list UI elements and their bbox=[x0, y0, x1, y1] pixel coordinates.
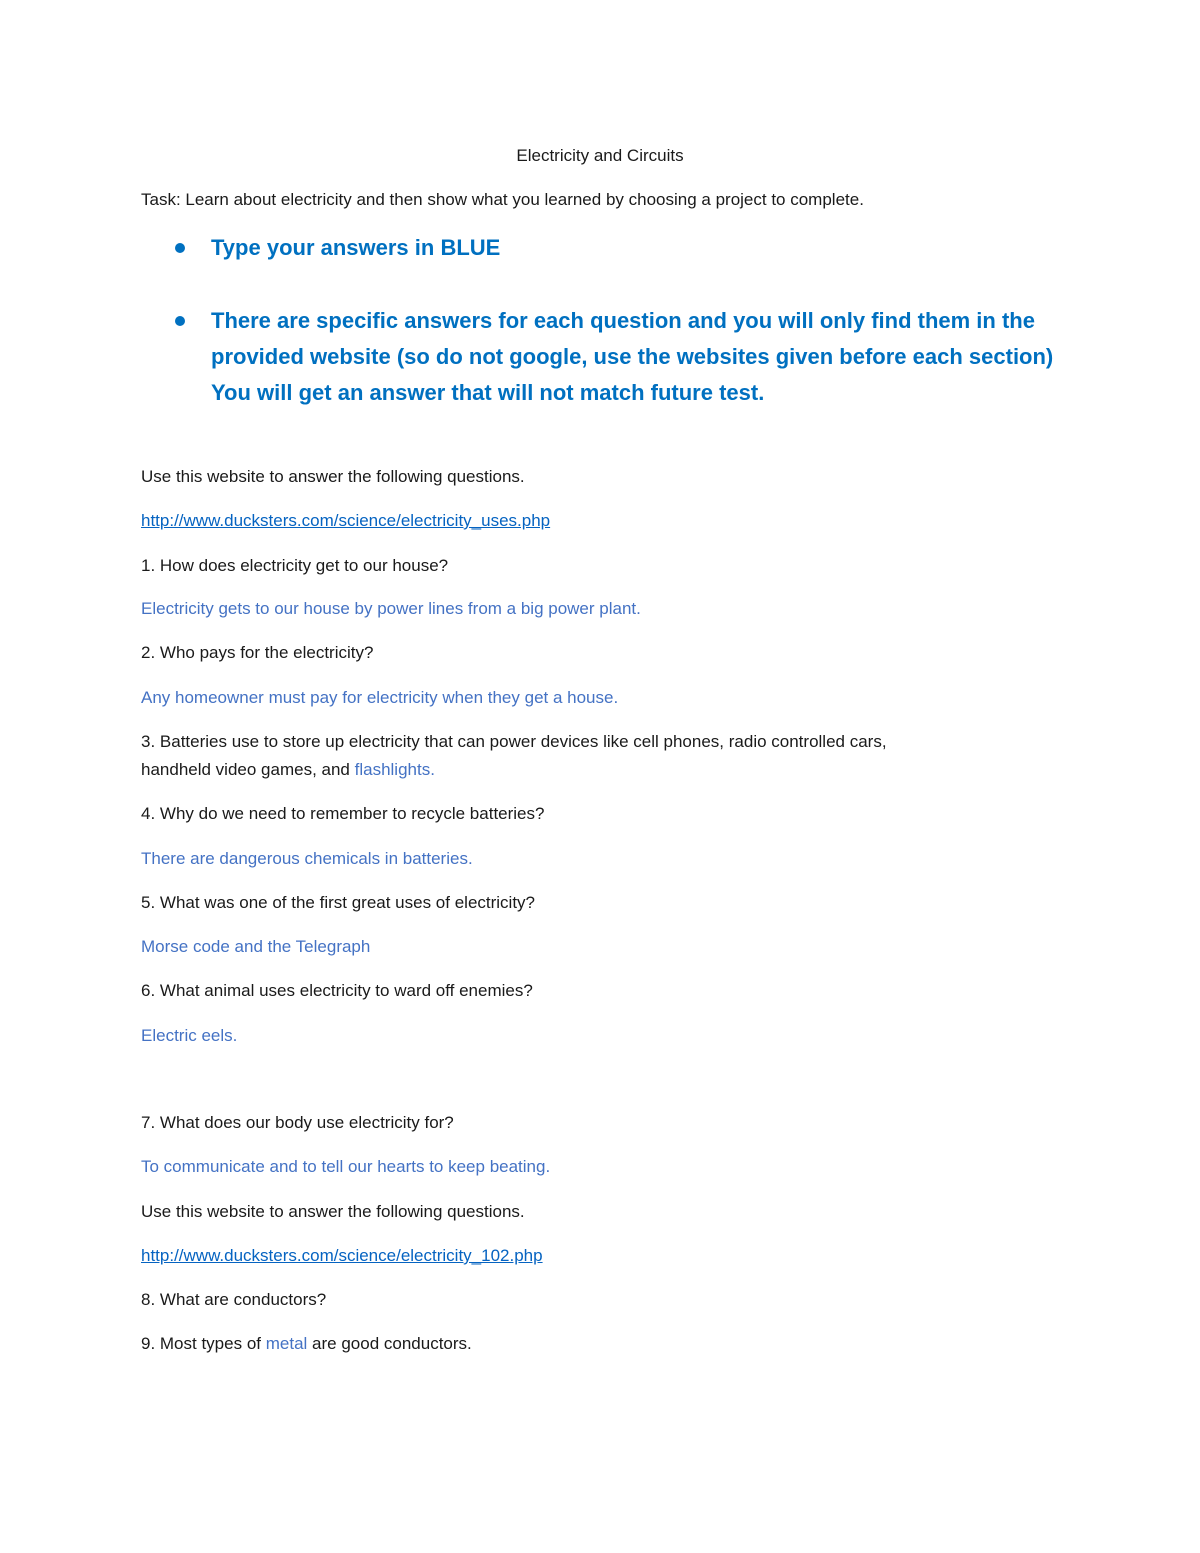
question-2: 2. Who pays for the electricity? bbox=[141, 643, 374, 662]
question-7: 7. What does our body use electricity for? bbox=[141, 1113, 454, 1132]
bullet-icon bbox=[175, 243, 185, 253]
answer-5: Morse code and the Telegraph bbox=[141, 937, 371, 956]
answer-6: Electric eels. bbox=[141, 1026, 238, 1045]
section1-instruction: Use this website to answer the following questions. bbox=[141, 467, 525, 486]
answer-9: metal bbox=[265, 1334, 308, 1353]
section1-link[interactable]: http://www.ducksters.com/science/electricity_uses.php bbox=[141, 511, 551, 530]
question-9 bbox=[141, 1333, 472, 1355]
question-9-suffix: are good conductors. bbox=[307, 1334, 472, 1353]
answer-2: Any homeowner must pay for electricity when they get a house. bbox=[141, 688, 619, 707]
section2-link[interactable]: http://www.ducksters.com/science/electricity_102.php bbox=[141, 1246, 543, 1265]
answer-3: flashlights. bbox=[354, 760, 435, 779]
section2-instruction: Use this website to answer the following questions. bbox=[141, 1202, 525, 1221]
question-6: 6. What animal uses electricity to ward off enemies? bbox=[141, 981, 533, 1000]
answer-4: There are dangerous chemicals in batteries. bbox=[141, 849, 473, 868]
question-3-line-2 bbox=[141, 759, 435, 781]
bullet-text: There are specific answers for each question and you will only find them in the provided website (so do not google, use the websites given before each section) You will get an answer that will not match future test. bbox=[211, 308, 1054, 405]
question-5: 5. What was one of the first great uses of electricity? bbox=[141, 893, 536, 912]
question-1: 1. How does electricity get to our house? bbox=[141, 556, 449, 575]
question-4: 4. Why do we need to remember to recycle batteries? bbox=[141, 804, 545, 823]
bullet-text: Type your answers in BLUE bbox=[211, 235, 501, 260]
question-9-prefix: 9. Most types of bbox=[141, 1334, 266, 1353]
question-3-line-1: 3. Batteries use to store up electricity that can power devices like cell phones, radio controlled cars, bbox=[141, 732, 887, 751]
document-title: Electricity and Circuits bbox=[516, 146, 684, 165]
answer-1: Electricity gets to our house by power lines from a big power plant. bbox=[141, 599, 641, 618]
question-3-prefix: handheld video games, and bbox=[141, 760, 355, 779]
task-text: Task: Learn about electricity and then show what you learned by choosing a project to complete. bbox=[141, 190, 864, 209]
question-8: 8. What are conductors? bbox=[141, 1290, 327, 1309]
answer-7: To communicate and to tell our hearts to keep beating. bbox=[141, 1157, 551, 1176]
bullet-icon bbox=[175, 316, 185, 326]
